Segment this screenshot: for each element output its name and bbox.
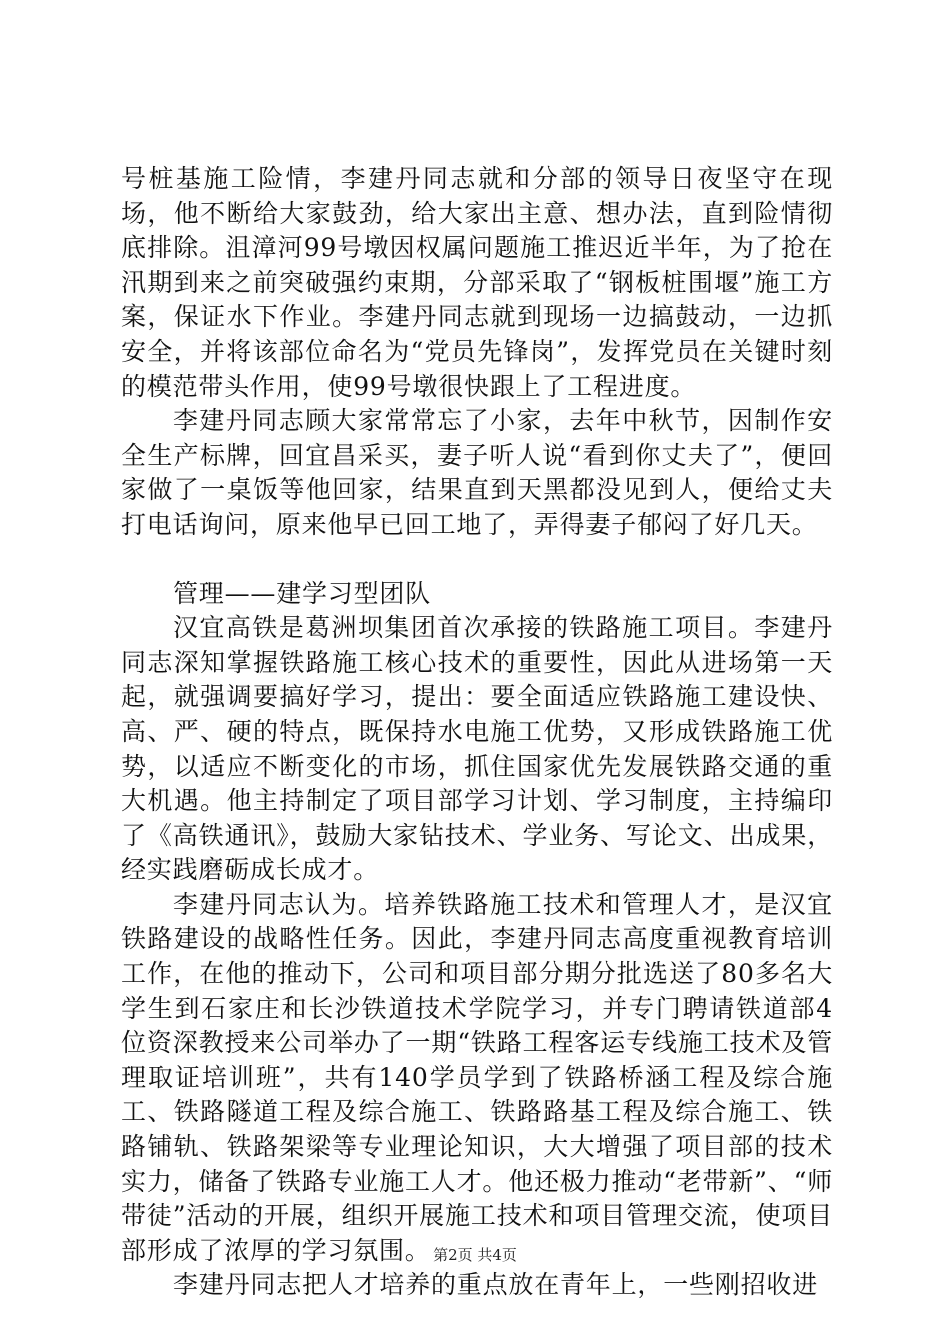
paragraph-gap — [121, 543, 833, 577]
paragraph-training: 李建丹同志认为。培养铁路施工技术和管理人才，是汉宜铁路建设的战略性任务。因此，李建丹同志高度重视教育培训工作，在他的推动下，公司和项目部分期分批选送了80多名大学生到石家庄和长沙铁道技术学院学习，并专门聘请铁道部4位资深教授来公司举办了一期“铁路工程客运专线施工技术及管理取证培训班”，共有140学员学到了铁路桥涵工程及综合施工、铁路隧道工程及综合施工、铁路路基工程及综合施工、铁路铺轨、铁路架梁等专业理论知识，大大增强了项目部的技术实力，储备了铁路专业施工人才。他还极力推动“老带新”、“师带徒”活动的开展，组织开展施工技术和项目管理交流，使项目部形成了浓厚的学习氛围。 — [121, 889, 833, 1265]
paragraph-continuation: 号桩基施工险情，李建丹同志就和分部的领导日夜坚守在现场，他不断给大家鼓劲，给大家出主意、想办法，直到险情彻底排除。沮漳河99号墩因权属问题施工推迟近半年，为了抢在汛期到来之前突破强约束期，分部采取了“钢板桩围堰”施工方案，保证水下作业。李建丹同志就到现场一边搞鼓动，一边抓安全，并将该部位命名为“党员先锋岗”，发挥党员在关键时刻的模范带头作用，使99号墩很快跟上了工程进度。 — [121, 164, 833, 401]
paragraph-learning: 汉宜高铁是葛洲坝集团首次承接的铁路施工项目。李建丹同志深知掌握铁路施工核心技术的重要性，因此从进场第一天起，就强调要搞好学习，提出：要全面适应铁路施工建设快、高、严、硬的特点，既保持水电施工优势，又形成铁路施工优势，以适应不断变化的市场，抓住国家优先发展铁路交通的重大机遇。他主持制定了项目部学习计划、学习制度，主持编印了《高铁通讯》，鼓励大家钻技术、学业务、写论文、出成果，经实践磨砺成长成才。 — [121, 613, 833, 885]
section-heading: 管理——建学习型团队 — [173, 578, 432, 608]
document-body — [121, 162, 833, 1303]
page-footer: 第2页 共4页 — [433, 1246, 517, 1264]
paragraph-family: 李建丹同志顾大家常常忘了小家，去年中秋节，因制作安全生产标牌，回宜昌采买，妻子听人说“看到你丈夫了”，便回家做了一桌饭等他回家，结果直到天黑都没见到人，便给丈夫打电话询问，原来他早已回工地了，弄得妻子郁闷了好几天。 — [121, 406, 833, 539]
paragraph-youth: 李建丹同志把人才培养的重点放在青年上，一些刚招收进 — [173, 1270, 819, 1300]
